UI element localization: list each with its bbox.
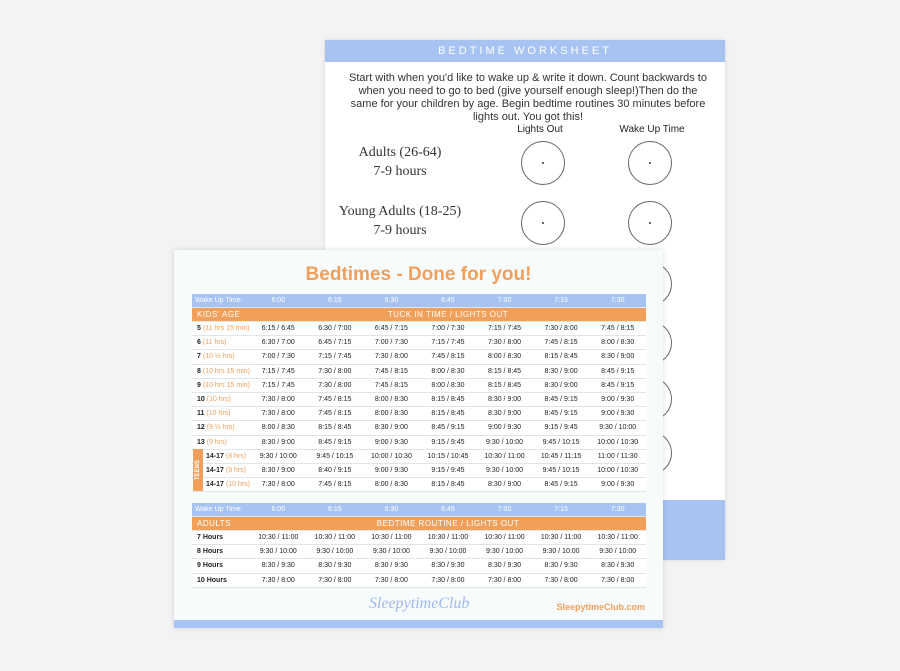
time-cell: 7:30 / 8:00 [589, 573, 646, 587]
time-cell: 7:45 / 8:15 [363, 378, 420, 392]
time-cell: 7:45 / 8:15 [533, 336, 590, 350]
time-cell: 8:30 / 9:00 [589, 350, 646, 364]
time-cell: 10:45 / 11:15 [533, 449, 590, 463]
time-cell: 8:00 / 8:30 [363, 392, 420, 406]
wake-up-time: 6:15 [307, 294, 364, 308]
time-cell: 9:30 / 10:00 [420, 545, 477, 559]
time-cell: 8:00 / 8:30 [363, 478, 420, 492]
time-cell: 9:30 / 10:00 [250, 545, 307, 559]
section-header-row [192, 517, 646, 531]
time-cell: 7:15 / 7:45 [476, 322, 533, 336]
sleep-hours-note: (10 hrs) [206, 396, 231, 404]
table-row [192, 449, 646, 463]
table-row [192, 392, 646, 406]
sleep-hours-note: (10 hrs 15 min) [202, 381, 250, 389]
section-heading: TUCK IN TIME / LIGHTS OUT [250, 308, 646, 322]
bedtimes-card [174, 250, 663, 628]
sleep-hours-note: (9 ½ hrs) [206, 424, 235, 432]
wake-up-time: 6:45 [420, 503, 477, 517]
card-title: Bedtimes - Done for you! [305, 264, 532, 285]
sleep-hours-note: (10 hrs) [225, 481, 250, 489]
row-hours: 7-9 hours [373, 164, 427, 179]
age-value: 14-17 [206, 481, 224, 489]
time-cell: 9:30 / 10:00 [476, 435, 533, 449]
time-cell: 7:00 / 7:30 [420, 322, 477, 336]
time-cell: 10:00 / 10:30 [589, 463, 646, 477]
time-cell: 7:00 / 7:30 [363, 336, 420, 350]
table-row [192, 478, 646, 492]
wake-up-time: 6:45 [420, 294, 477, 308]
time-cell: 7:30 / 8:00 [307, 364, 364, 378]
time-cell: 9:00 / 9:30 [589, 407, 646, 421]
time-cell: 8:30 / 9:00 [476, 392, 533, 406]
age-value: 11 [197, 410, 205, 418]
time-cell: 8:00 / 8:30 [250, 421, 307, 435]
time-cell: 7:00 / 7:30 [250, 350, 307, 364]
age-cell [192, 336, 250, 350]
table-row [192, 322, 646, 336]
time-cell: 9:45 / 10:15 [307, 449, 364, 463]
time-cell: 10:30 / 11:00 [589, 531, 646, 545]
time-cell: 8:30 / 9:00 [250, 463, 307, 477]
section-heading: BEDTIME ROUTINE / LIGHTS OUT [250, 517, 646, 531]
lights-out-column-label: Lights Out [517, 124, 563, 135]
time-cell: 8:15 / 8:45 [533, 350, 590, 364]
wake-up-time: 7:00 [476, 503, 533, 517]
wake-up-time: 6:30 [363, 503, 420, 517]
time-cell: 8:45 / 9:15 [589, 378, 646, 392]
row-name: Adults (26-64) [358, 145, 442, 160]
time-cell: 6:15 / 6:45 [250, 322, 307, 336]
age-cell [192, 435, 250, 449]
table-row [192, 350, 646, 364]
time-cell: 8:30 / 9:00 [533, 378, 590, 392]
time-cell: 9:15 / 9:45 [420, 463, 477, 477]
website-link[interactable]: SleepytimeClub.com [556, 602, 645, 612]
wake-up-time: 6:15 [307, 503, 364, 517]
sleep-hours-note: (8 hrs) [225, 452, 247, 460]
time-cell: 9:30 / 10:00 [589, 421, 646, 435]
time-cell: 8:30 / 9:00 [476, 407, 533, 421]
row-name: Young Adults (18-25) [338, 204, 462, 219]
worksheet-heading: BEDTIME WORKSHEET [325, 40, 725, 62]
time-cell: 9:30 / 10:00 [589, 545, 646, 559]
sleepytime-club-logo: SleepytimeClub [369, 595, 470, 612]
age-cell [192, 350, 250, 364]
wake-up-time: 6:30 [363, 294, 420, 308]
time-cell: 8:45 / 9:15 [533, 392, 590, 406]
time-cell: 8:30 / 9:30 [363, 559, 420, 573]
time-cell: 8:30 / 9:30 [533, 559, 590, 573]
age-value: 7 [197, 353, 201, 361]
time-cell: 7:45 / 8:15 [307, 392, 364, 406]
time-cell: 10:30 / 11:00 [476, 449, 533, 463]
time-cell: 9:00 / 9:30 [363, 435, 420, 449]
time-cell: 10:15 / 10:45 [420, 449, 477, 463]
time-cell: 7:30 / 8:00 [250, 392, 307, 406]
wake-up-label: Wake Up Time: [192, 294, 250, 308]
time-cell: 9:00 / 9:30 [363, 463, 420, 477]
age-cell [192, 364, 250, 378]
time-cell: 7:30 / 8:00 [250, 478, 307, 492]
time-cell: 9:15 / 9:45 [533, 421, 590, 435]
time-cell: 9:30 / 10:00 [307, 545, 364, 559]
time-cell: 8:15 / 8:45 [420, 392, 477, 406]
time-cell: 8:30 / 9:30 [476, 559, 533, 573]
section-label: ADULTS [192, 517, 250, 531]
wake-up-column-label: Wake Up Time [619, 124, 685, 135]
time-cell: 7:30 / 8:00 [363, 350, 420, 364]
table-row [192, 559, 646, 573]
time-cell: 8:30 / 9:00 [476, 478, 533, 492]
hours-label: 10 Hours [192, 573, 250, 587]
sleep-hours-note: (9 hrs) [225, 466, 247, 474]
time-cell: 8:15 / 8:45 [420, 407, 477, 421]
time-cell: 7:30 / 8:00 [476, 336, 533, 350]
time-cell: 10:00 / 10:30 [589, 435, 646, 449]
time-cell: 8:40 / 9:15 [307, 463, 364, 477]
time-cell: 8:45 / 9:15 [533, 478, 590, 492]
time-cell: 9:30 / 10:00 [363, 545, 420, 559]
hours-label: 7 Hours [192, 531, 250, 545]
time-cell: 7:45 / 8:15 [420, 350, 477, 364]
time-cell: 6:30 / 7:00 [307, 322, 364, 336]
time-cell: 9:30 / 10:00 [476, 545, 533, 559]
table-row [192, 435, 646, 449]
age-value: 13 [197, 438, 205, 446]
clock-icon [521, 141, 565, 185]
time-cell: 9:00 / 9:30 [589, 478, 646, 492]
table-row [192, 421, 646, 435]
worksheet-intro: Start with when you'd like to wake up & write it down. Count backwards to when you need to go to bed (give yourself enough sleep!)Then do the same for your children by age. Begin bedtime routines 30 minutes before lights out. You got this! [349, 72, 707, 123]
time-cell: 9:15 / 9:45 [420, 435, 477, 449]
clock-icon [628, 201, 672, 245]
wake-up-time: 7:15 [533, 503, 590, 517]
time-cell: 7:30 / 8:00 [250, 573, 307, 587]
section-label: KIDS' AGE [192, 308, 250, 322]
wake-up-time: 6:00 [250, 503, 307, 517]
age-value: 12 [197, 424, 205, 432]
time-cell: 9:45 / 10:15 [533, 435, 590, 449]
time-cell: 8:00 / 8:30 [420, 364, 477, 378]
time-cell: 10:00 / 10:30 [363, 449, 420, 463]
time-cell: 7:30 / 8:00 [533, 573, 590, 587]
hours-label: 8 Hours [192, 545, 250, 559]
time-cell: 8:45 / 9:15 [307, 435, 364, 449]
age-value: 6 [197, 339, 201, 347]
time-cell: 8:30 / 9:30 [250, 559, 307, 573]
time-cell: 11:00 / 11:30 [589, 449, 646, 463]
table-row [192, 336, 646, 350]
time-cell: 8:15 / 8:45 [476, 378, 533, 392]
time-cell: 9:30 / 10:00 [476, 463, 533, 477]
time-cell: 8:00 / 8:30 [420, 378, 477, 392]
age-value: 9 [197, 381, 201, 389]
sleep-hours-note: (11 hrs) [202, 339, 227, 347]
time-cell: 7:15 / 7:45 [420, 336, 477, 350]
worksheet-row-adults [325, 143, 475, 181]
section-header-row [192, 308, 646, 322]
table-row [192, 378, 646, 392]
time-cell: 7:30 / 8:00 [307, 573, 364, 587]
hours-label: 9 Hours [192, 559, 250, 573]
wake-up-header-row [192, 503, 646, 517]
clock-icon [521, 201, 565, 245]
age-cell [192, 392, 250, 406]
time-cell: 7:30 / 8:00 [250, 407, 307, 421]
sleep-hours-note: (9 hrs) [206, 438, 227, 446]
time-cell: 7:30 / 8:00 [420, 573, 477, 587]
time-cell: 8:30 / 9:00 [250, 435, 307, 449]
time-cell: 8:30 / 9:30 [589, 559, 646, 573]
table-row [192, 531, 646, 545]
card-bottom-band [174, 620, 663, 628]
wake-up-time: 7:30 [589, 503, 646, 517]
wake-up-header-row [192, 294, 646, 308]
time-cell: 7:30 / 8:00 [533, 322, 590, 336]
time-cell: 7:45 / 8:15 [307, 478, 364, 492]
time-cell: 8:30 / 9:30 [307, 559, 364, 573]
sleep-hours-note: (10 hrs 15 min) [202, 367, 250, 375]
time-cell: 7:30 / 8:00 [307, 378, 364, 392]
time-cell: 7:15 / 7:45 [307, 350, 364, 364]
time-cell: 8:15 / 8:45 [420, 478, 477, 492]
age-cell [192, 407, 250, 421]
time-cell: 8:45 / 9:15 [420, 421, 477, 435]
age-cell [192, 322, 250, 336]
time-cell: 8:30 / 9:00 [363, 421, 420, 435]
time-cell: 8:00 / 8:30 [589, 336, 646, 350]
table-row [192, 463, 646, 477]
table-row [192, 545, 646, 559]
time-cell: 8:45 / 9:15 [533, 407, 590, 421]
time-cell: 7:45 / 8:15 [307, 407, 364, 421]
time-cell: 8:30 / 9:00 [533, 364, 590, 378]
time-cell: 6:30 / 7:00 [250, 336, 307, 350]
time-cell: 10:30 / 11:00 [420, 531, 477, 545]
time-cell: 10:30 / 11:00 [250, 531, 307, 545]
table-row [192, 407, 646, 421]
time-cell: 10:30 / 11:00 [307, 531, 364, 545]
table-row [192, 573, 646, 587]
wake-up-label: Wake Up Time: [192, 503, 250, 517]
time-cell: 10:30 / 11:00 [363, 531, 420, 545]
age-value: 5 [197, 325, 201, 333]
wake-up-time: 6:00 [250, 294, 307, 308]
time-cell: 8:45 / 9:15 [589, 364, 646, 378]
time-cell: 10:30 / 11:00 [476, 531, 533, 545]
time-cell: 9:00 / 9:30 [589, 392, 646, 406]
age-cell [192, 421, 250, 435]
table-row [192, 364, 646, 378]
time-cell: 8:00 / 8:30 [363, 407, 420, 421]
time-cell: 9:30 / 10:00 [533, 545, 590, 559]
time-cell: 8:30 / 9:30 [420, 559, 477, 573]
wake-up-time: 7:30 [589, 294, 646, 308]
time-cell: 8:15 / 8:45 [476, 364, 533, 378]
adults-bedtime-table [192, 503, 646, 588]
time-cell: 9:00 / 9:30 [476, 421, 533, 435]
row-hours: 7-9 hours [373, 223, 427, 238]
time-cell: 10:30 / 11:00 [533, 531, 590, 545]
sleep-hours-note: (11 hrs 15 min) [202, 325, 250, 333]
age-cell [192, 378, 250, 392]
time-cell: 7:45 / 8:15 [363, 364, 420, 378]
time-cell: 6:45 / 7:15 [307, 336, 364, 350]
time-cell: 7:30 / 8:00 [476, 573, 533, 587]
sleep-hours-note: (10 hrs) [206, 410, 231, 418]
wake-up-time: 7:00 [476, 294, 533, 308]
time-cell: 9:30 / 10:00 [250, 449, 307, 463]
worksheet-row-young-adults [325, 202, 475, 240]
clock-icon [628, 141, 672, 185]
time-cell: 7:15 / 7:45 [250, 364, 307, 378]
time-cell: 6:45 / 7:15 [363, 322, 420, 336]
teens-label: TEENS [193, 449, 203, 491]
sleep-hours-note: (10 ½ hrs) [202, 353, 235, 361]
age-value: 10 [197, 396, 205, 404]
time-cell: 9:45 / 10:15 [533, 463, 590, 477]
age-value: 8 [197, 367, 201, 375]
time-cell: 8:15 / 8:45 [307, 421, 364, 435]
time-cell: 7:30 / 8:00 [363, 573, 420, 587]
wake-up-time: 7:15 [533, 294, 590, 308]
age-value: 14-17 [206, 466, 224, 474]
time-cell: 7:15 / 7:45 [250, 378, 307, 392]
time-cell: 8:00 / 8:30 [476, 350, 533, 364]
age-value: 14-17 [206, 452, 224, 460]
kids-bedtime-table [192, 294, 646, 492]
time-cell: 7:45 / 8:15 [589, 322, 646, 336]
